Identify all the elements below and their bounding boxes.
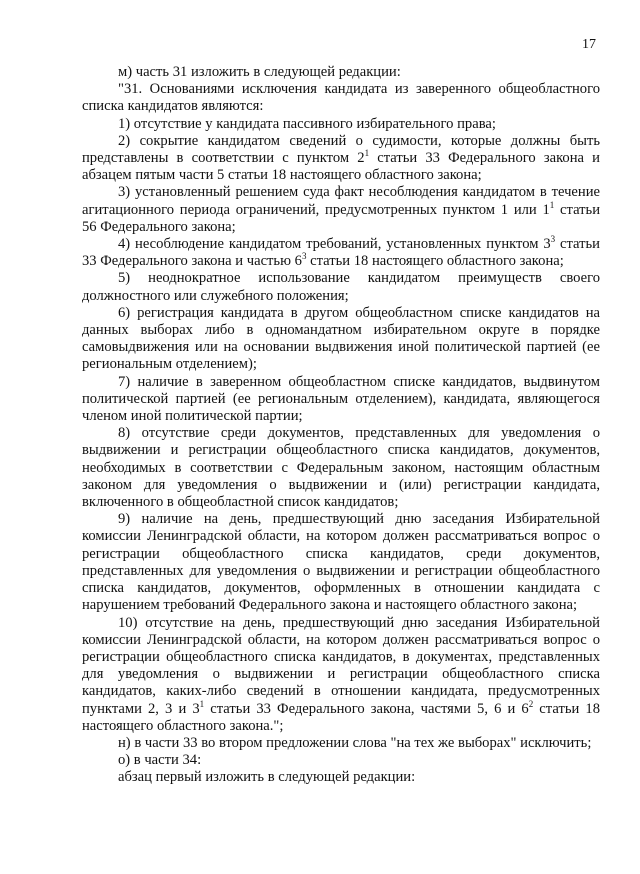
page-number: 17 bbox=[582, 37, 596, 52]
paragraph-text: статьи 18 настоящего областного закона."; bbox=[82, 700, 600, 734]
paragraph-o bbox=[82, 752, 600, 769]
paragraph-text: статьи 33 Федерального закона и абзацем пятым части 5 статьи 18 настоящего областного закона; bbox=[82, 150, 600, 184]
paragraph-i1 bbox=[82, 116, 600, 133]
paragraph-text: н) в части 33 во втором предложении слова "на тех же выборах" исключить; bbox=[118, 734, 592, 751]
paragraph-n bbox=[82, 735, 600, 752]
superscript-index: 1 bbox=[199, 698, 205, 709]
paragraph-i10 bbox=[82, 615, 600, 735]
paragraph-text: 10) отсутствие на день, предшествующий дню заседания Избирательной комиссии Ленинградской области, на котором должен рассматриваться вопрос о регистрации общеобластного списка кандидатов, в документах, представленных для уведомления о выдвижении и регистрации общеобластного списка кандидатов, каких-либо сведений в отношении кандидата, предусмотренных пунктами 2, 3 и 3 bbox=[82, 614, 600, 717]
paragraph-text: статьи 56 Федерального закона; bbox=[82, 201, 601, 235]
paragraph-text: "31. Основаниями исключения кандидата из заверенного общеобластного списка кандидатов являются: bbox=[82, 81, 600, 115]
paragraph-i9 bbox=[82, 511, 600, 614]
paragraph-text: статьи 33 Федерального закона и частью 6 bbox=[82, 236, 600, 270]
paragraph-i3 bbox=[82, 184, 600, 236]
paragraph-text: 5) неоднократное использование кандидатом преимуществ своего должностного или служебного положения; bbox=[82, 270, 600, 304]
paragraph-text: 2) сокрытие кандидатом сведений о судимости, которые должны быть представлены в соответствии с пунктом 2 bbox=[82, 132, 600, 167]
paragraph-text: статьи 18 настоящего областного закона; bbox=[306, 253, 564, 270]
paragraph-i5 bbox=[82, 270, 600, 304]
paragraph-text: 4) несоблюдение кандидатом требований, установленных пунктом 3 bbox=[118, 236, 551, 253]
paragraph-i2 bbox=[82, 133, 600, 185]
paragraph-p31 bbox=[82, 81, 600, 115]
superscript-index: 3 bbox=[550, 234, 556, 245]
superscript-index: 1 bbox=[364, 148, 370, 159]
paragraph-text: 3) установленный решением суда факт несоблюдения кандидатом в течение агитационного периода ограничений, предусмотренных пунктом 1 или 1 bbox=[82, 184, 600, 218]
paragraph-i6 bbox=[82, 305, 600, 374]
paragraph-text: о) в части 34: bbox=[118, 752, 202, 769]
paragraph-text: 1) отсутствие у кандидата пассивного избирательного права; bbox=[118, 115, 496, 132]
superscript-index: 3 bbox=[301, 251, 307, 262]
paragraph-text: м) часть 31 изложить в следующей редакции: bbox=[118, 64, 401, 80]
superscript-index: 1 bbox=[549, 199, 555, 210]
paragraph-text: 9) наличие на день, предшествующий дню заседания Избирательной комиссии Ленинградской области, на котором должен рассматриваться вопрос о регистрации общеобластного списка кандидатов, среди документов, представленных для уведомления о выдвижении и регистрации общеобластного списка кандидатов, документов, оформленных в отношении кандидата с нарушением требований Федерального закона и настоящего областного закона; bbox=[82, 511, 600, 614]
paragraph-text: 7) наличие в заверенном общеобластном списке кандидатов, выдвинутом политической партией (ее региональным отделением), кандидата, являющегося членом иной политической партии; bbox=[82, 373, 600, 425]
paragraph-text: 8) отсутствие среди документов, представленных для уведомления о выдвижении и регистрации общеобластного списка кандидатов, документов, необходимых в соответствии с Федеральным законом, настоящим областным законом для уведомления о выдвижении и (или) регистрации кандидата, включенного в общеобластной список кандидатов; bbox=[82, 425, 600, 511]
paragraph-m bbox=[82, 64, 600, 81]
paragraph-i8 bbox=[82, 425, 600, 511]
paragraph-text: абзац первый изложить в следующей редакции: bbox=[118, 769, 416, 786]
paragraph-text: 6) регистрация кандидата в другом общеобластном списке кандидатов на данных выборах либо в одномандатном избирательном округе в порядке самовыдвижения или на основании выдвижения иной политической партией (ее региональным отделением); bbox=[82, 304, 600, 373]
paragraph-i7 bbox=[82, 374, 600, 426]
document-body bbox=[82, 64, 600, 787]
paragraph-abz bbox=[82, 769, 600, 786]
paragraph-i4 bbox=[82, 236, 600, 270]
paragraph-text: статьи 33 Федерального закона, частями 5, 6 и 6 bbox=[204, 700, 529, 717]
superscript-index: 2 bbox=[528, 698, 534, 709]
